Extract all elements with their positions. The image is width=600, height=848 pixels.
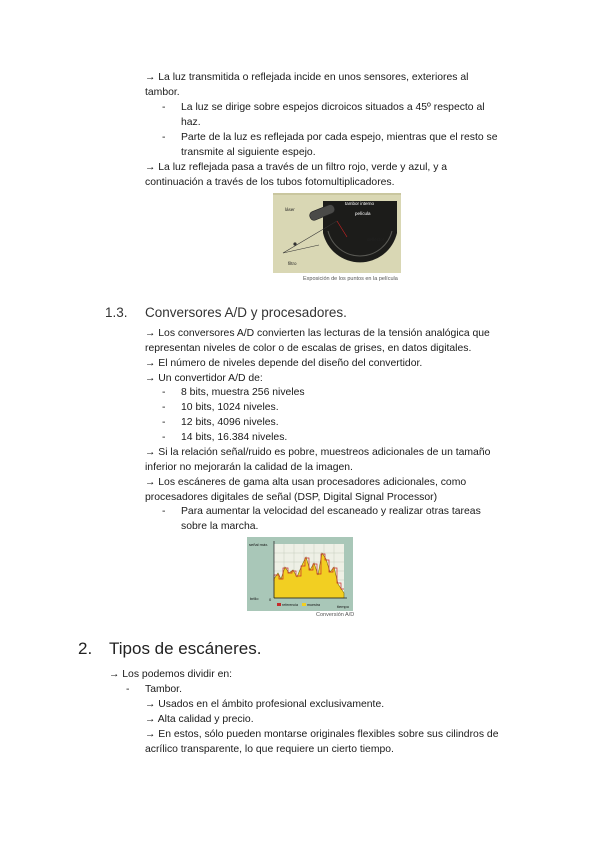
bullet-text: haz. <box>181 117 201 128</box>
figure-caption: Conversión A/D <box>316 612 355 618</box>
paragraph-line: → Alta calidad y precio. <box>145 714 254 725</box>
bullet-text: La luz se dirige sobre espejos dicroicos situados a 45º respecto al <box>181 102 485 113</box>
legend-label-yellow: muestra <box>307 603 320 607</box>
list-item: 10 bits, 1024 niveles. <box>181 402 279 413</box>
label-laser: láser <box>285 207 295 212</box>
bullet-dash: - <box>126 684 130 695</box>
paragraph-line: → El número de niveles depende del diseño del convertidor. <box>145 358 423 369</box>
paragraph-line: → La luz reflejada pasa a través de un filtro rojo, verde y azul, y a <box>145 162 448 173</box>
bullet-dash: - <box>162 387 166 398</box>
label-zero: 0 <box>269 597 272 602</box>
figure-caption: Exposición de los puntos en la película <box>303 276 398 282</box>
bullet-text: sobre la marcha. <box>181 521 259 532</box>
legend-label-red: referencia <box>282 603 298 607</box>
ad-conversion-figure <box>247 537 353 611</box>
paragraph-line: → En estos, sólo pueden montarse originales flexibles sobre sus cilindros de <box>145 729 499 740</box>
bullet-dash: - <box>162 402 166 413</box>
legend-swatch-red <box>277 603 281 606</box>
paragraph-line: → La luz transmitida o reflejada incide en unos sensores, exteriores al <box>145 72 469 83</box>
bullet-text: Para aumentar la velocidad del escaneado y realizar otras tareas <box>181 506 481 517</box>
paragraph-line: tambor. <box>145 87 180 98</box>
section-title: Conversores A/D y procesadores. <box>145 305 347 320</box>
label-filter: filtro <box>288 261 297 266</box>
bullet-dash: - <box>162 432 166 443</box>
list-item: 12 bits, 4096 niveles. <box>181 417 279 428</box>
paragraph-line: acrílico transparente, lo que requiere un cierto tiempo. <box>145 744 394 755</box>
bullet-text: Parte de la luz es reflejada por cada espejo, mientras que el resto se <box>181 132 498 143</box>
bullet-dash: - <box>162 132 166 143</box>
paragraph-line: → Los conversores A/D convierten las lecturas de la tensión analógica que <box>145 328 490 339</box>
label-deflector: deflector <box>367 237 385 242</box>
label-film: película <box>355 211 371 216</box>
paragraph-line: → Un convertidor A/D de: <box>145 373 263 384</box>
paragraph-line: inferior no mejorarán la calidad de la imagen. <box>145 462 353 473</box>
section-title: Tipos de escáneres. <box>109 639 262 658</box>
section-number: 1.3. <box>105 305 128 320</box>
drum-scanner-figure <box>273 193 401 273</box>
paragraph-line: → Los podemos dividir en: <box>109 669 233 680</box>
paragraph-line: continuación a través de los tubos fotomultiplicadores. <box>145 177 395 188</box>
list-item: 14 bits, 16.384 niveles. <box>181 432 288 443</box>
section-number: 2. <box>78 639 93 658</box>
paragraph-line: → Si la relación señal/ruido es pobre, muestreos adicionales de un tamaño <box>145 447 491 458</box>
bullet-text: transmite al siguiente espejo. <box>181 147 316 158</box>
paragraph-line: → Usados en el ámbito profesional exclusivamente. <box>145 699 385 710</box>
bullet-dash: - <box>162 102 166 113</box>
paragraph-line: → Los escáneres de gama alta usan procesadores adicionales, como <box>145 477 467 488</box>
label-time: tiempo <box>337 604 350 609</box>
paragraph-line: representan niveles de color o de escalas de grises, en datos digitales. <box>145 343 472 354</box>
bullet-dash: - <box>162 417 166 428</box>
list-item: Tambor. <box>145 684 182 695</box>
list-item: 8 bits, muestra 256 niveles <box>181 387 305 398</box>
ad-conversion-illustration <box>247 537 353 611</box>
label-brightness: brillo <box>250 596 259 601</box>
bullet-dash: - <box>162 506 166 517</box>
label-drum: tambor interno <box>345 201 375 206</box>
drum-scanner-illustration <box>273 193 401 273</box>
label-max-signal: señal máx. <box>249 542 269 547</box>
paragraph-line: procesadores digitales de señal (DSP, Digital Signal Processor) <box>145 492 438 503</box>
legend-swatch-yellow <box>302 603 306 606</box>
